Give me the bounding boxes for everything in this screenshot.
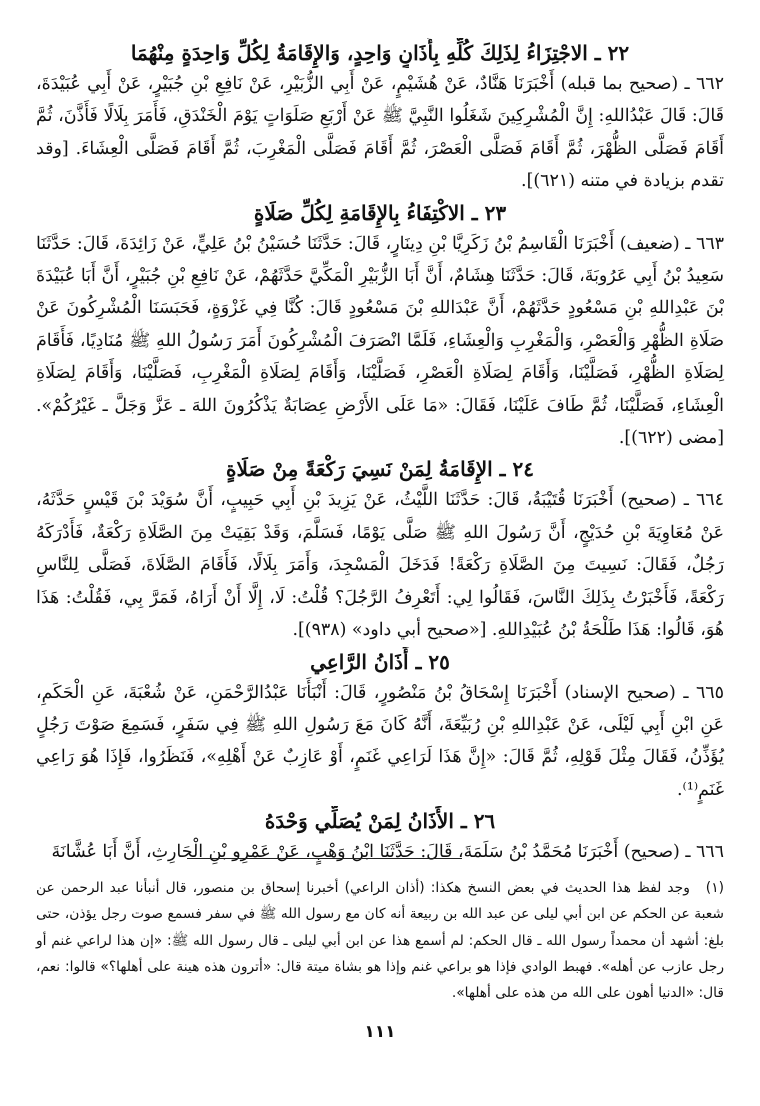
section-heading-24: ٢٤ ـ الإِقَامَةُ لِمَنْ نَسِيَ رَكْعَةً مِنْ صَلَاةٍ xyxy=(226,457,534,482)
hadith-number: ٦٦٤ xyxy=(695,490,724,511)
hadith-number: ٦٦٣ xyxy=(695,233,725,254)
hadith-grade: ـ (صحيح بما قبله) xyxy=(560,74,690,94)
hadith-663 xyxy=(36,228,724,455)
footnote-divider xyxy=(187,858,462,859)
section-heading-22: ٢٢ ـ الاجْتِزَاءُ لِذَلِكَ كُلِّهِ بِأَذَانٍ وَاحِدٍ، وَالإِقَامَةُ لِكُلِّ وَاحِدَةٍ مِنْهُمَا xyxy=(130,41,630,65)
page-body xyxy=(36,38,724,869)
hadith-664 xyxy=(36,484,724,646)
section-heading-26: ٢٦ ـ الأَذَانُ لِمَنْ يُصَلِّي وَحْدَهُ xyxy=(264,809,496,834)
hadith-text: أَخْبَرَنَا قُتَيْبَةُ، قَالَ: حَدَّثَنَا اللَّيْثُ، عَنْ يَزِيدَ بْنِ أَبِي حَبِيبٍ، أَنَّ سُوَيْدَ بْنَ قَيْسٍ حَدَّثَهُ، عَنْ مُعَاوِيَةَ بْنِ حُدَيْجٍ، أَنَّ رَسُولَ اللهِ ﷺ صَلَّى يَوْمًا، فَسَلَّمَ، وَقَدْ بَقِيَتْ مِنَ الصَّلَاةِ رَكْعَةٌ، فَأَدْرَكَهُ رَجُلٌ، فَقَالَ: نَسِيتَ مِنَ الصَّلَاةِ رَكْعَةً! فَدَخَلَ الْمَسْجِدَ، وَأَمَرَ بِلَالًا، فَأَقَامَ الصَّلَاةَ، فَصَلَّى لِلنَّاسِ رَكْعَةً، فَأَخْبَرْتُ بِذَلِكَ النَّاسَ، فَقَالُوا لِي: أَتَعْرِفُ الرَّجُلَ؟ قُلْتُ: لَا، إِلَّا أَنْ أَرَاهُ، فَمَرَّ بِي، فَقُلْتُ: هَذَا هُوَ، قَالُوا: هَذَا طَلْحَةُ بْنُ عُبَيْدِاللهِ. [«صحيح أبي داود» (٩٣٨)]. xyxy=(36,490,724,641)
footnote-marker: (١) xyxy=(705,880,724,896)
footnotes xyxy=(36,858,724,1006)
hadith-number: ٦٦٢ xyxy=(695,74,724,94)
hadith-grade: ـ (صحيح) xyxy=(620,490,689,511)
hadith-grade: ـ (ضعيف) xyxy=(619,233,691,254)
hadith-text: أَخْبَرَنَا هَنَّادٌ، عَنْ هُشَيْمٍ، عَنْ أَبِي الزُّبَيْرِ، عَنْ نَافِعِ بْنِ جُبَيْرٍ، عَنْ أَبِي عُبَيْدَةَ، قَالَ: قَالَ عَبْدُاللهِ: إِنَّ الْمُشْرِكِينَ شَغَلُوا النَّبِيَّ ﷺ عَنْ أَرْبَعِ صَلَوَاتٍ يَوْمَ الْخَنْدَقِ، فَأَمَرَ بِلَالًا فَأَذَّنَ، ثُمَّ أَقَامَ فَصَلَّى الظُّهْرَ، ثُمَّ أَقَامَ فَصَلَّى الْعَصْرَ، ثُمَّ أَقَامَ فَصَلَّى الْمَغْرِبَ، ثُمَّ أَقَامَ فَصَلَّى الْعِشَاءَ. [وقد تقدم بزيادة في متنه (٦٢١)]. xyxy=(36,74,724,192)
page-number: ١١١ xyxy=(364,1022,396,1042)
hadith-text: أَخْبَرَنَا مُحَمَّدُ بْنُ سَلَمَةَ، قَالَ: حَدَّثَنَا ابْنُ وَهْبٍ، عَنْ عَمْرِو بْنِ الْحَارِثِ، أَنَّ أَبَا عُشَّانَةَ xyxy=(51,842,619,863)
hadith-number: ٦٦٦ xyxy=(695,842,724,863)
hadith-665 xyxy=(36,677,724,807)
section-heading-25: ٢٥ ـ أَذَانُ الرَّاعِي xyxy=(310,649,450,674)
hadith-number: ٦٦٥ xyxy=(695,682,724,703)
footnote-1 xyxy=(36,875,724,1006)
hadith-text: أَخْبَرَنَا الْقَاسِمُ بْنُ زَكَرِيَّا بْنِ دِينَارٍ، قَالَ: حَدَّثَنَا حُسَيْنُ بْنُ عَلِيٍّ، عَنْ زَائِدَةَ، قَالَ: حَدَّثَنَا سَعِيدُ بْنُ أَبِي عَرُوبَةَ، قَالَ: حَدَّثَنَا هِشَامٌ، أَنَّ أَبَا الزُّبَيْرِ الْمَكِّيَّ حَدَّثَهُمْ، عَنْ نَافِعِ بْنِ جُبَيْرٍ، أَنَّ أَبَا عُبَيْدَةَ بْنَ عَبْدِاللهِ بْنِ مَسْعُودٍ حَدَّثَهُمْ، أَنَّ عَبْدَاللهِ بْنَ مَسْعُودٍ قَالَ: كُنَّا فِي غَزْوَةٍ، فَحَبَسَنَا الْمُشْرِكُونَ عَنْ صَلَاةِ الظُّهْرِ وَالْعَصْرِ، وَالْمَغْرِبِ وَالْعِشَاءِ، فَلَمَّا انْصَرَفَ الْمُشْرِكُونَ أَمَرَ رَسُولُ اللهِ ﷺ مُنَادِيًا، فَأَقَامَ لِصَلَاةِ الظُّهْرِ، فَصَلَّيْنَا، وَأَقَامَ لِصَلَاةِ الْعَصْرِ، فَصَلَّيْنَا، وَأَقَامَ لِصَلَاةِ الْمَغْرِبِ، فَصَلَّيْنَا، وَأَقَامَ لِصَلَاةِ الْعِشَاءِ، فَصَلَّيْنَا، ثُمَّ طَافَ عَلَيْنَا، فَقَالَ: «مَا عَلَى الأَرْضِ عِصَابَةٌ يَذْكُرُونَ اللهَ ـ عَزَّ وَجَلَّ ـ غَيْرُكُمْ». [مضى (٦٢٢)]. xyxy=(36,233,724,449)
section-heading-23: ٢٣ ـ الاكْتِفَاءُ بِالإِقَامَةِ لِكُلِّ صَلَاةٍ xyxy=(253,200,507,225)
hadith-text: أَخْبَرَنَا إِسْحَاقُ بْنُ مَنْصُورٍ، قَالَ: أَنْبَأَنَا عَبْدُالرَّحْمَنِ، عَنْ شُعْبَةَ، عَنِ الْحَكَمِ، عَنِ ابْنِ أَبِي لَيْلَى، عَنْ عَبْدِاللهِ بْنِ رُبَيِّعَةَ، أَنَّهُ كَانَ مَعَ رَسُولِ اللهِ ﷺ فِي سَفَرٍ، فَسَمِعَ صَوْتَ رَجُلٍ يُؤَذِّنُ، فَقَالَ مِثْلَ قَوْلِهِ، ثُمَّ قَالَ: «إِنَّ هَذَا لَرَاعِي غَنَمٍ، أَوْ عَازِبٌ عَنْ أَهْلِهِ»، فَنَظَرُوا، فَإِذَا هُوَ رَاعِي غَنَمٍ⁽¹⁾. xyxy=(36,682,724,800)
hadith-grade: ـ (صحيح) xyxy=(623,842,691,863)
hadith-662 xyxy=(36,68,724,198)
hadith-grade: ـ (صحيح الإسناد) xyxy=(564,682,689,703)
footnote-text: وجد لفظ هذا الحديث في بعض النسخ هكذا: (أذان الراعي) أخبرنا إسحاق بن منصور، قال أنبأنا عبد الرحمن عن شعبة عن الحكم عن ابن أبي ليلى عن عبد الله بن ربيعة أنه كان مع رسول الله ﷺ في سفر فسمع صوت رجل يؤذن، حتى بلغ: أشهد أن محمداً رسول الله ـ قال الحكم: لم أسمع هذا عن ابن أبي ليلى ـ قال رسول الله ﷺ: «إن هذا لراعي غنم أو رجل عازب عن أهله». فهبط الوادي فإذا هو براعي غنم وإذا هو بشاة ميتة قال: «أترون هذه هينة على أهلها؟» قالوا: نعم، قال: «الدنيا أهون على الله من هذه على أهلها». xyxy=(36,880,724,1002)
